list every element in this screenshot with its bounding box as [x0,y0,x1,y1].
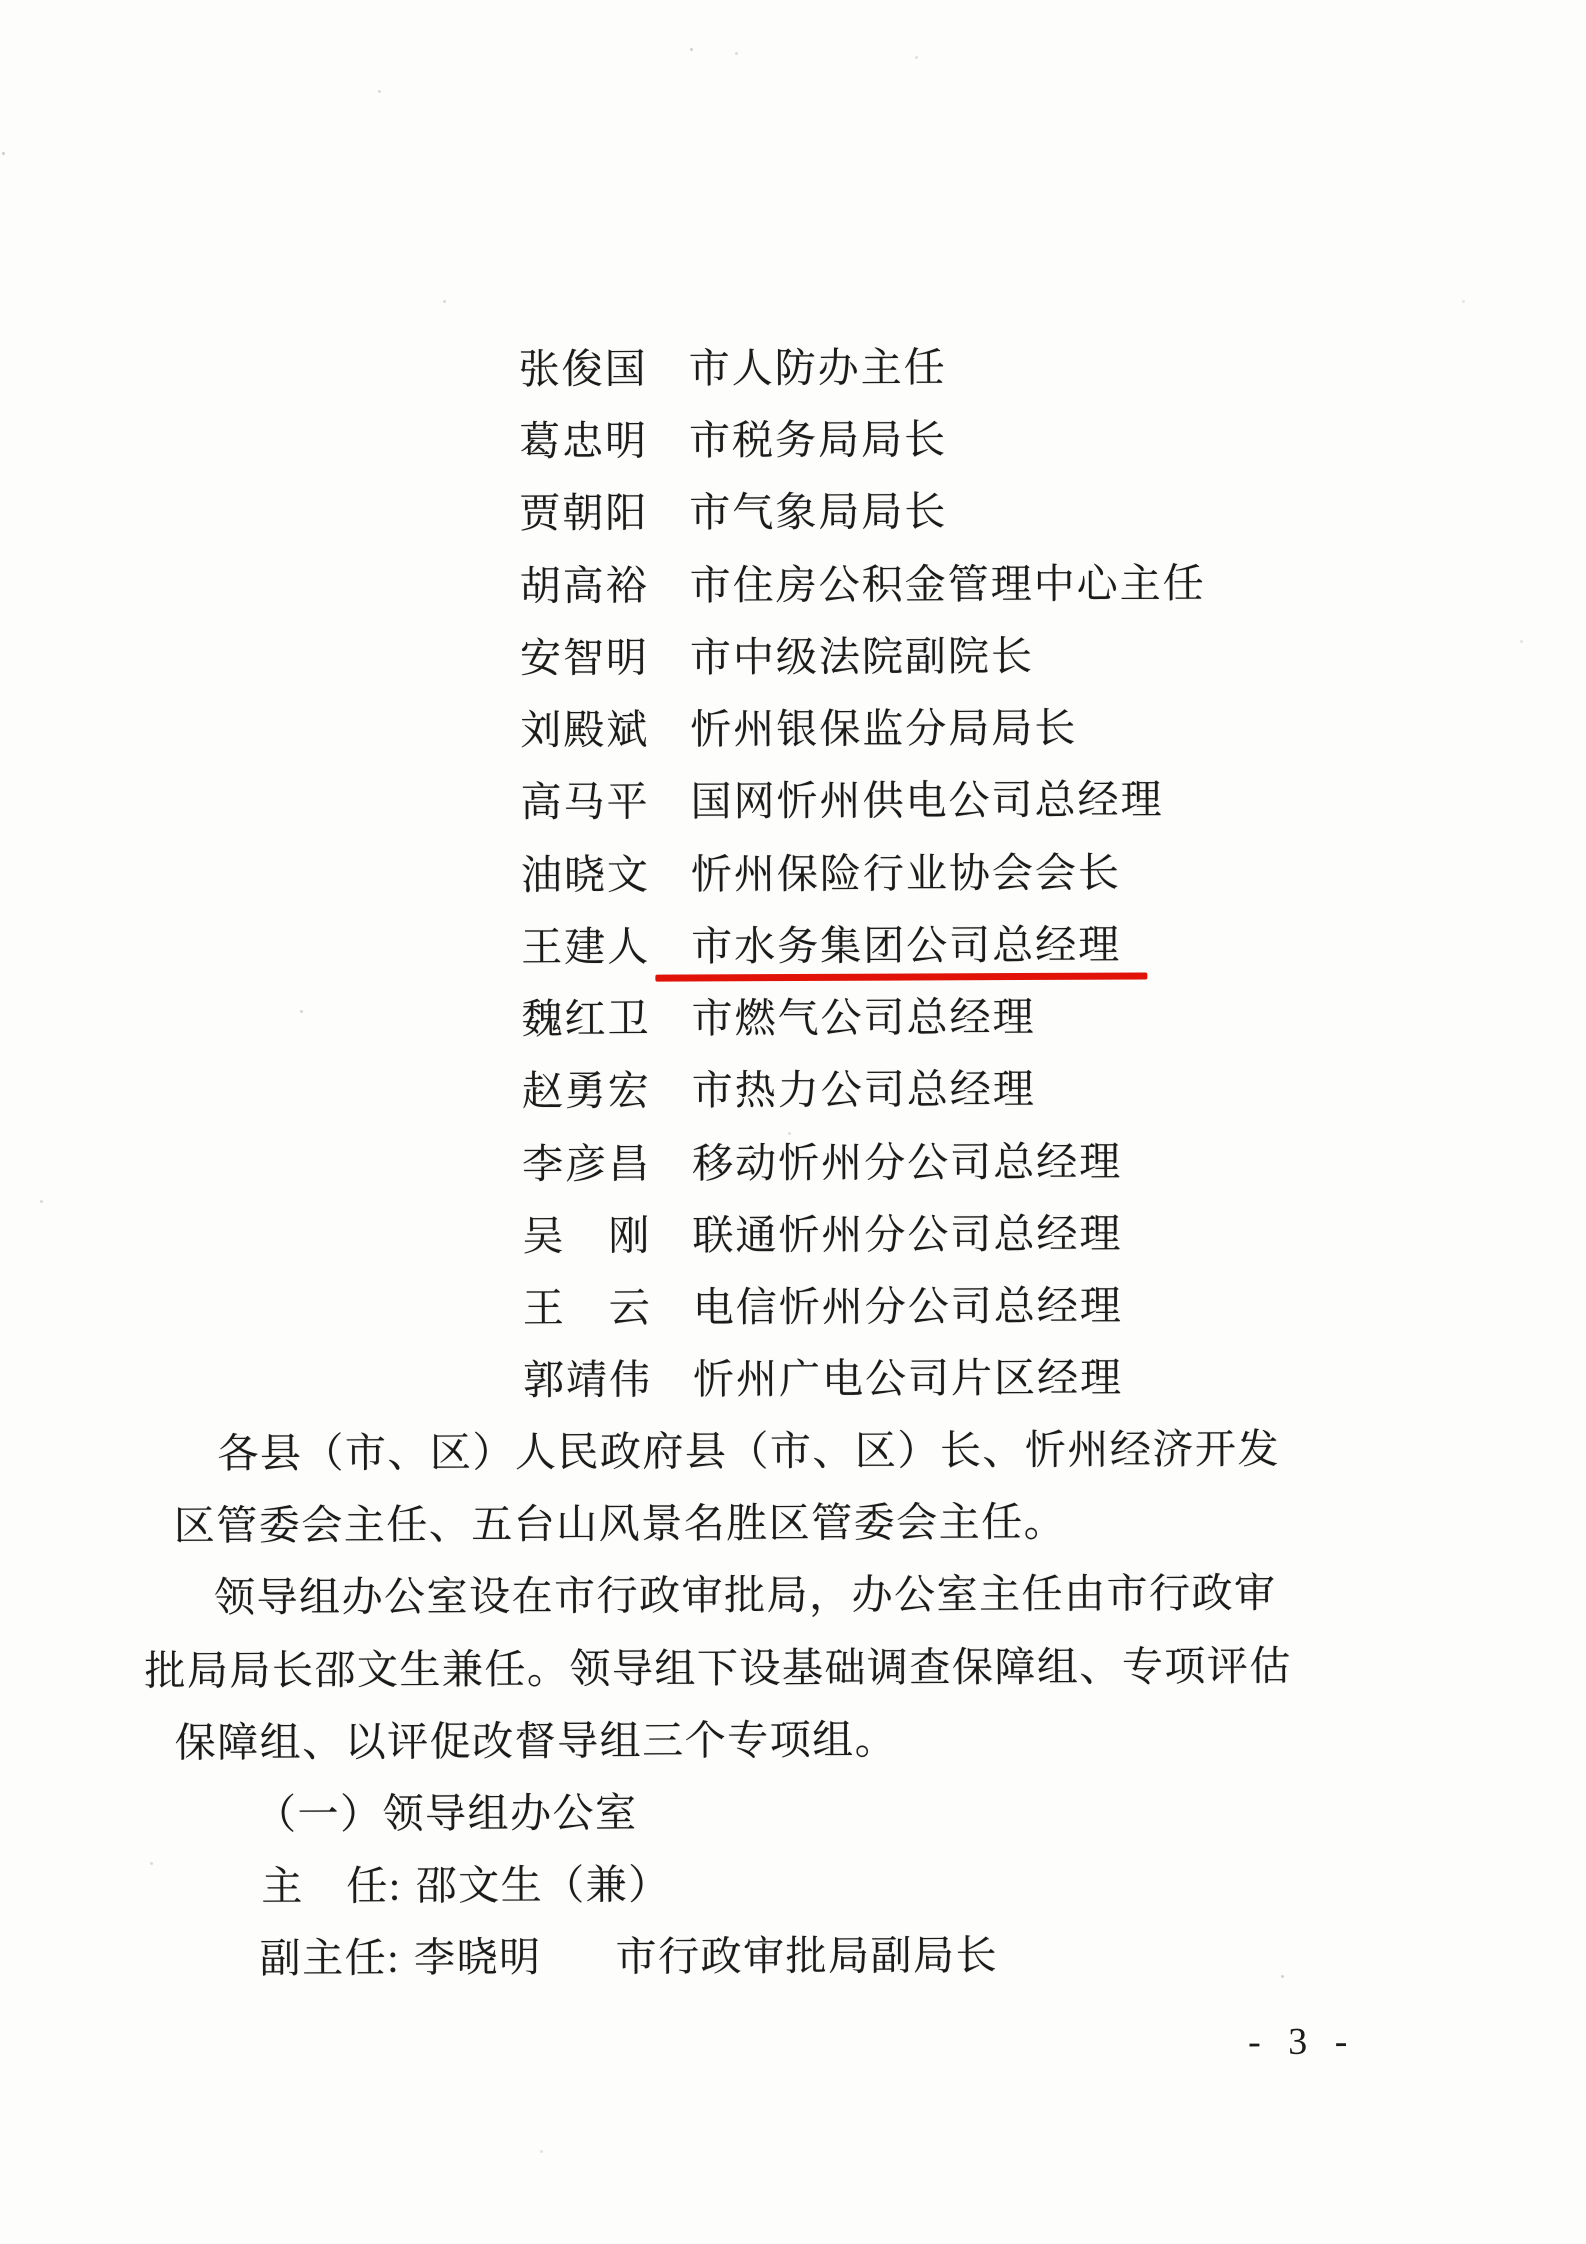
person-title: 忻州保险行业协会会长 [690,849,1122,898]
person-name: 贾朝阳 [519,489,649,537]
person-name: 吴 刚 [522,1212,652,1260]
person-title: 市水务集团公司总经理 [691,921,1122,970]
person-name: 安智明 [519,634,650,682]
roster-row [0,559,1584,626]
person-title: 联通忻州分公司总经理 [692,1210,1123,1259]
person-title: 移动忻州分公司总经理 [692,1138,1123,1187]
roster-row [0,414,1583,481]
person-name: 油晓文 [520,851,651,899]
paragraph-line: 保障组、以评促改督导组三个专项组。 [174,1716,898,1766]
person-name: 魏红卫 [521,995,651,1043]
deputy-value: 李晓明 [413,1934,542,1981]
person-name: 郭靖伟 [523,1356,653,1404]
person-title: 市热力公司总经理 [691,1065,1036,1114]
person-title: 电信忻州分公司总经理 [692,1282,1123,1331]
roster-row [0,1064,1586,1131]
paragraph-line: 批局局长邵文生兼任。领导组下设基础调查保障组、专项评估 [144,1642,1292,1694]
paragraph-line: 区管委会主任、五台山风景名胜区管委会主任。 [173,1498,1067,1549]
person-name: 赵勇宏 [521,1067,651,1115]
deputy-label: 副主任: [259,1934,401,1982]
person-name: 张俊国 [518,345,648,393]
section-heading: （一）领导组办公室 [254,1789,638,1838]
roster-row [0,631,1584,698]
person-title: 市税务局局长 [688,416,948,464]
person-name: 高马平 [520,778,650,826]
roster-row [0,1209,1586,1276]
paragraph-line: 各县（市、区）人民政府县（市、区）长、忻州经济开发 [217,1425,1281,1477]
person-name: 王 云 [522,1284,652,1332]
person-title: 市住房公积金管理中心主任 [689,560,1206,609]
person-title: 忻州广电公司片区经理 [693,1354,1124,1403]
roster-row [0,486,1583,553]
paragraph-line: 领导组办公室设在市行政审批局，办公室主任由市行政审 [213,1569,1277,1621]
roster-row [1,1281,1586,1348]
director-line [261,1862,671,1911]
deputy-line [260,1932,999,1982]
person-name: 李彦昌 [522,1140,652,1188]
person-title: 市中级法院副院长 [689,632,1035,681]
director-value: 邵文生（兼） [415,1861,671,1909]
person-title: 市燃气公司总经理 [691,993,1036,1042]
roster-row [0,342,1583,409]
person-name: 胡高裕 [519,562,649,610]
person-title: 市气象局局长 [689,488,948,536]
roster-row [0,848,1585,915]
roster-row [0,775,1585,842]
person-name: 王建人 [521,923,651,971]
person-name: 刘殿斌 [520,706,650,754]
roster-row [1,1353,1586,1420]
page-number: - 3 - [1247,2020,1357,2064]
roster-row [0,1137,1586,1204]
person-title: 忻州银保监分局局长 [690,704,1078,753]
roster-row [0,992,1586,1059]
roster-row [0,703,1584,770]
deputy-title: 市行政审批局副局长 [615,1932,999,1980]
person-title: 市人防办主任 [688,344,947,392]
director-label: 主 任: [261,1862,402,1910]
person-title: 国网忻州供电公司总经理 [690,776,1164,825]
person-name: 葛忠明 [518,417,649,465]
